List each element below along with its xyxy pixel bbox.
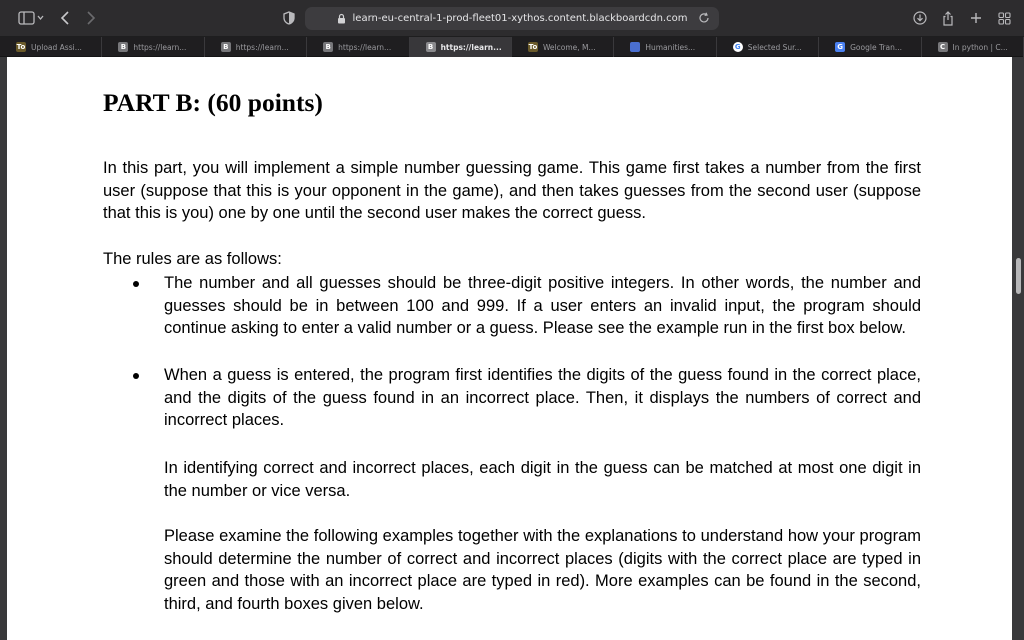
plus-icon [970,12,982,24]
tab-favicon-icon [630,42,640,52]
tab-label: In python | C... [952,42,1008,52]
rule-bullet-1: The number and all guesses should be three-digit positive integers. In other words, the number and guesses should be in between 100 and 999. If a user enters an invalid input, the program should continue asking to enter a valid number or a guess. Please see the example run in the first box below. [164,274,921,338]
page-title: PART B: (60 points) [103,88,323,117]
chevron-left-icon [60,11,70,25]
tab-9[interactable] [819,37,921,57]
privacy-shield-button[interactable] [280,8,298,28]
tab-label: https://learn... [440,42,502,52]
tab-favicon-icon: B [323,42,333,52]
downloads-button[interactable] [912,8,928,28]
url-text: learn-eu-central-1-prod-fleet01-xythos.content.blackboardcdn.com [352,13,688,24]
back-button[interactable] [57,8,73,28]
tab-favicon-icon: C [938,42,948,52]
tab-favicon-icon: G [733,42,743,52]
rule-bullet-2-paragraph-3: Please examine the following examples together with the explanations to understand how your program should determine the number of correct and incorrect places (digits with the correct place are typed in green and those with an incorrect place are typed in red). More examples can be found in the second, third, and fourth boxes given below. [164,527,921,613]
new-tab-button[interactable] [968,8,984,28]
tab-favicon-icon: B [426,42,436,52]
document-page [7,57,1012,640]
tab-favicon-icon: G [835,42,845,52]
tab-label: https://learn... [133,42,187,52]
rule-bullet-2-paragraph-2: In identifying correct and incorrect places, each digit in the guess can be matched at most one digit in the number or vice versa. [164,459,921,500]
tab-overview-button[interactable] [996,8,1012,28]
tab-1[interactable] [0,37,102,57]
download-icon [913,11,927,25]
bullet-marker [133,281,139,287]
browser-toolbar [0,0,1024,37]
scrollbar-thumb[interactable] [1016,258,1021,294]
bullet-marker [133,373,139,379]
tab-label: https://learn... [235,42,289,52]
reload-button[interactable] [697,11,711,25]
chevron-right-icon [86,11,96,25]
tab-label: https://learn... [338,42,392,52]
scrollbar[interactable] [1012,57,1024,640]
tab-10[interactable] [922,37,1024,57]
tab-8[interactable] [717,37,819,57]
lock-icon [337,13,347,24]
sidebar-toggle-button[interactable] [14,8,48,28]
reload-icon [698,12,710,24]
pdf-viewer [0,57,1024,640]
address-bar[interactable] [305,7,719,30]
forward-button[interactable] [83,8,99,28]
tab-label: Selected Sur... [747,42,802,52]
tab-4[interactable] [307,37,409,57]
toolbar-actions [912,8,1012,28]
tab-favicon-icon: B [118,42,128,52]
shield-icon [283,11,295,25]
tab-favicon-icon: B [221,42,231,52]
rule-bullet-2: When a guess is entered, the program first identifies the digits of the guess found in the correct place, and the digits of the guess found in an incorrect place. Then, it displays the numbers of correct and incorrect places. [164,366,921,430]
tab-5[interactable] [410,37,512,57]
sidebar-icon [18,11,44,25]
tab-6[interactable] [512,37,614,57]
share-icon [942,11,954,26]
rules-title: The rules are as follows: [103,250,282,268]
tab-grid-icon [998,12,1011,25]
tab-favicon-icon: To [16,43,26,51]
tab-label: Welcome, M... [542,42,596,52]
tab-label: Google Tran... [850,42,903,52]
share-button[interactable] [940,8,956,28]
tab-2[interactable] [102,37,204,57]
tab-bar [0,37,1024,57]
intro-paragraph: In this part, you will implement a simple number guessing game. This game first takes a number from the first user (suppose that this is your opponent in the game), and then takes guesses from the second user (suppose that this is you) one by one until the second user makes the correct guess. [103,159,921,223]
tab-label: Upload Assi... [31,42,82,52]
tab-7[interactable] [614,37,716,57]
tab-label: Humanities... [645,42,696,52]
tab-favicon-icon: To [528,43,538,51]
tab-3[interactable] [205,37,307,57]
